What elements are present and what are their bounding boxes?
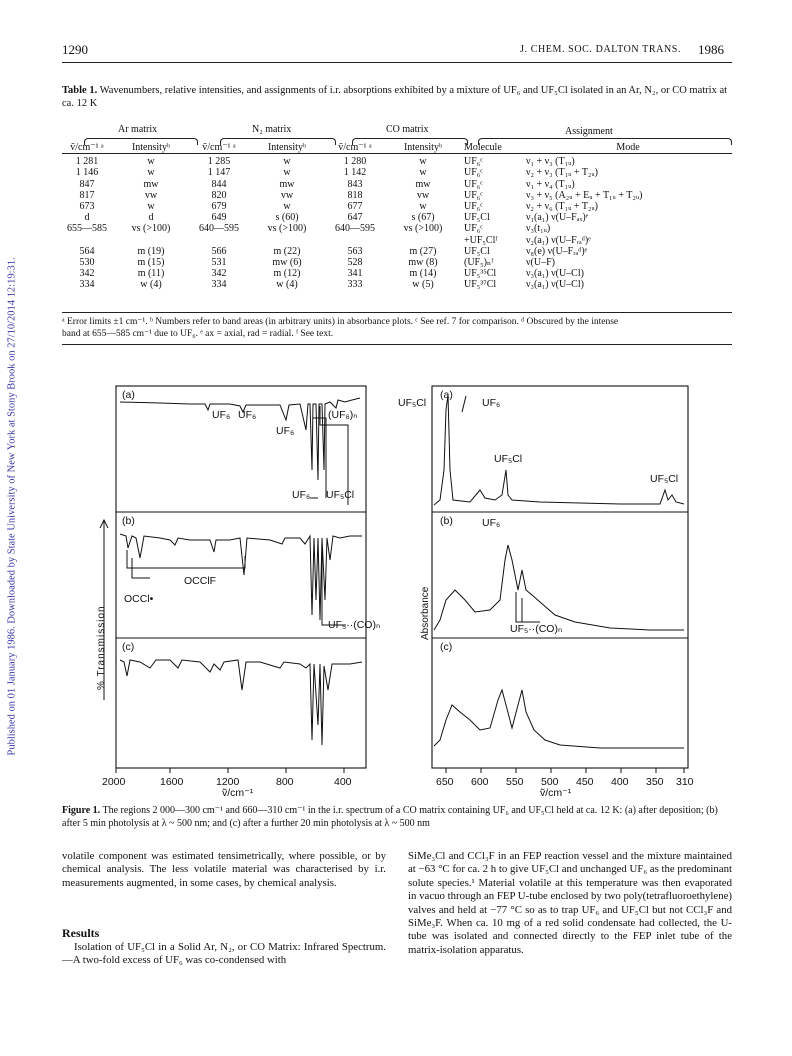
x-axis-label: ṽ/cm⁻¹ (540, 787, 572, 799)
annotation: UF₅Cl (398, 397, 427, 409)
table-cell: UF₅Cl (464, 212, 490, 224)
col-header: Mode (616, 142, 640, 153)
table-cell: ν₃(t₁ᵤ) (526, 223, 551, 235)
left-plot-frame (116, 386, 366, 768)
table-cell: 563 (347, 245, 363, 257)
table-cell: m (11) (137, 268, 165, 280)
annotation: OCCl• (124, 593, 154, 605)
table-cell: vs (>100) (267, 223, 307, 235)
table-cell: 341 (347, 268, 363, 280)
table-cell: d (148, 212, 154, 224)
group-assignment: Assignment (565, 126, 613, 137)
table-cell: 655—585 (67, 223, 107, 235)
table-cell: 342 (79, 268, 95, 280)
annotation: UF₆ (238, 409, 257, 421)
table-cell: m (12) (273, 268, 301, 280)
table-cell: d (84, 212, 90, 224)
table-cell: w (419, 156, 427, 168)
table-cell: w (147, 167, 155, 179)
table-cell: 1 280 (343, 156, 367, 168)
annotation: (UF₆)ₙ (328, 409, 358, 421)
x-tick-label: 450 (576, 776, 594, 788)
table-cell: 564 (79, 245, 95, 257)
panel-label: (c) (122, 641, 135, 653)
panel-label: (a) (122, 389, 135, 401)
table-cell: 528 (347, 257, 363, 269)
table-cell: 640—595 (335, 223, 375, 235)
body-left-para2: Isolation of UF₅Cl in a Solid Ar, N₂, or CO Matrix: Infrared Spectrum.—A two-fold excess of UF₆ was co-condensed with (62, 941, 386, 967)
col-header: Intensityᵇ (403, 142, 443, 153)
table-footnote-2: band at 655—585 cm⁻¹ due to UF₆. ᵉ ax = axial, rad = radial. ᶠ See text. (62, 329, 334, 339)
table-cell: s (67) (411, 212, 435, 224)
table-cell: m (15) (137, 257, 165, 269)
panel-label: (c) (440, 641, 453, 653)
table-cell: vs (>100) (131, 223, 171, 235)
table-cell: 333 (347, 279, 363, 291)
right-plot-frame (432, 386, 688, 768)
x-tick-label: 600 (471, 776, 489, 788)
table-cell: ν₂ + ν₃ (T₁ᵤ + T₂ᵤ) (526, 167, 599, 179)
y-axis-label-right: Absorbance (420, 586, 431, 640)
annotation: UF₆ (482, 397, 501, 409)
table-cell: UF₆ᶜ (464, 156, 483, 168)
table-cell: ν(U–F) (526, 257, 555, 269)
col-header: Intensityᵇ (267, 142, 307, 153)
annotation: UF₅Cl (494, 453, 523, 465)
table-cell: mw (8) (408, 257, 438, 269)
table-cell: m (19) (137, 245, 165, 257)
table-cell: 844 (211, 178, 227, 190)
table-cell: w (419, 167, 427, 179)
table-footnote-1: ᵃ Error limits ±1 cm⁻¹. ᵇ Numbers refer to band areas (in arbitrary units) in absorbance plots. ᶜ See ref. 7 for comparison. ᵈ Obscured by the intense (62, 317, 619, 327)
annotation: UF₅··(CO)ₙ (510, 623, 563, 635)
x-tick-label: 310 (676, 776, 694, 788)
table-cell: (UF₅)ₙᶠ (464, 257, 494, 269)
table-cell: 531 (211, 257, 227, 269)
table-cell: w (283, 156, 291, 168)
journal-year: 1986 (698, 42, 724, 57)
table-cell: m (14) (409, 268, 437, 280)
table-cell: 820 (211, 189, 227, 201)
table-cell: 679 (211, 201, 227, 213)
table-caption: Table 1. Wavenumbers, relative intensities, and assignments of i.r. absorptions exhibited by a mixture of UF₆ and UF₅Cl isolated in an Ar, N₂, or CO matrix at ca. 12 K (62, 85, 728, 109)
annotation: UF₆ (276, 425, 295, 437)
annotation: UF₆ (292, 489, 311, 501)
body-left-para1: volatile component was estimated tensimetrically, where possible, or by chemical analysis. The less volatile material was characterised by i.r. measurements augmented, in some cases, by chemical analysis. (62, 850, 386, 889)
table-cell: 847 (79, 178, 95, 190)
table-cell: UF₅³⁵Cl (464, 268, 497, 280)
table-cell: s (60) (275, 212, 299, 224)
table-cell: ν₁ + ν₃ (T₁ᵤ) (526, 156, 575, 168)
x-tick-label: 1600 (160, 776, 184, 788)
table-cell: vw (280, 189, 294, 201)
table-cell: w (283, 167, 291, 179)
table-cell: 342 (211, 268, 227, 280)
table-cell: vw (144, 189, 158, 201)
table-cell: 649 (211, 212, 227, 224)
trace-b-right (434, 545, 684, 630)
x-tick-label: 400 (611, 776, 629, 788)
table-cell: 677 (347, 201, 363, 213)
table-cell: 334 (79, 279, 95, 291)
x-tick-label: 650 (436, 776, 454, 788)
download-notice: Published on 01 January 1986. Downloaded by State University of New York at Stony Brook on 27/10/2014 12:19:31. (6, 257, 18, 756)
table-cell: mw (6) (272, 257, 302, 269)
table-cell: 1 146 (75, 167, 99, 179)
annotation: UF₅Cl (650, 473, 679, 485)
col-header: ṽ/cm⁻¹ ᵃ (202, 142, 236, 153)
y-axis-label-left: % Transmission (96, 605, 107, 690)
x-tick-label: 500 (541, 776, 559, 788)
col-header: Molecule (464, 142, 502, 153)
table-cell: ν₈(e) ν(U–Fᵣₐᵈ)ᵉ (526, 245, 588, 257)
trace-b-left (120, 534, 362, 620)
annotation: UF₅··(CO)ₙ (328, 619, 381, 631)
table-cell: 817 (79, 189, 95, 201)
table-cell: 1 142 (343, 167, 367, 179)
panel-label: (a) (440, 389, 453, 401)
table-cell: m (22) (273, 245, 301, 257)
body-right-para: SiMe₃Cl and CCl₃F in an FEP reaction vessel and the mixture maintained at −63 °C for ca. 2 h to give UF₅Cl and unchanged UF₆ as the predominant solute species.¹ Material volatile at this temperature was then evaporated in vacuo through an FEP U-tube enclosed by two poly(tetrafluoroethylene) valves and held at −77 °C so as to trap UF₆ and UF₅Cl but not CCl₃F and SiMe₃F. When ca. 10 mg of a red solid condensate had collected, the U-tube was isolated and connected directly to the FEP inlet tube of the matrix-isolation apparatus. (408, 850, 732, 956)
table-cell: vw (416, 189, 430, 201)
journal-name: J. CHEM. SOC. DALTON TRANS. (520, 44, 682, 55)
table-cell: w (147, 201, 155, 213)
table-cell: 334 (211, 279, 227, 291)
annotation: OCClF (184, 575, 217, 587)
table-cell: w (419, 201, 427, 213)
table-cell: m (27) (409, 245, 437, 257)
table-cell: w (147, 156, 155, 168)
trace-c-right (434, 690, 684, 748)
annotation: UF₆ (212, 409, 231, 421)
x-axis-label: ṽ/cm⁻¹ (222, 787, 254, 799)
table-cell: UF₆ᶜ (464, 201, 483, 213)
table-cell: ν₁(a₁) ν(U–Fₐₓ)ᵉ (526, 212, 589, 224)
table-cell: ν₃(a₁) ν(U–Cl) (526, 268, 584, 280)
section-heading: Results (62, 926, 100, 940)
col-header: ṽ/cm⁻¹ ᵃ (338, 142, 372, 153)
page-number: 1290 (62, 42, 88, 57)
table-cell: w (5) (412, 279, 434, 291)
table-cell: 818 (347, 189, 363, 201)
x-tick-label: 1200 (216, 776, 240, 788)
table-cell: UF₆ᶜ (464, 178, 483, 190)
x-tick-label: 550 (506, 776, 524, 788)
group-n2: N₂ matrix (252, 124, 292, 135)
table-cell: vs (>100) (403, 223, 443, 235)
col-header: Intensityᵇ (131, 142, 171, 153)
table-cell: ν₃ + ν₅ (A₂ᵤ + Eᵤ + T₁ᵤ + T₂ᵤ) (526, 189, 643, 201)
table-cell: w (283, 201, 291, 213)
table-cell: w (4) (140, 279, 162, 291)
x-tick-label: 350 (646, 776, 664, 788)
table-cell: ν₃(a₁) ν(U–Cl) (526, 279, 584, 291)
table-cell: w (4) (276, 279, 298, 291)
table-cell: mw (279, 178, 295, 190)
trace-c-left (120, 660, 362, 745)
table-cell: 566 (211, 245, 227, 257)
table-cell: 647 (347, 212, 363, 224)
col-header: ṽ/cm⁻¹ ᵃ (70, 142, 104, 153)
annotation: UF₆ (482, 517, 501, 529)
table-cell: UF₆ᶜ (464, 167, 483, 179)
table-cell: mw (415, 178, 431, 190)
table-cell: 1 281 (75, 156, 99, 168)
table-cell: 843 (347, 178, 363, 190)
table-cell: UF₅³⁷Cl (464, 279, 497, 291)
table-cell: 1 147 (207, 167, 231, 179)
table-cell: ν₁ + ν₄ (T₁ᵤ) (526, 178, 575, 190)
trace-a-right (434, 395, 684, 505)
table-cell: ν₂ + ν₆ (T₁ᵤ + T₂ᵤ) (526, 201, 599, 213)
figure-caption: Figure 1. The regions 2 000—300 cm⁻¹ and 660—310 cm⁻¹ in the i.r. spectrum of a CO matrix containing UF₆ and UF₅Cl held at ca. 12 K: (a) after deposition; (b) after 5 min photolysis at λ ~ 500 nm; and (c) after a further 20 min photolysis at λ ~ 500 nm (62, 805, 718, 829)
x-tick-label: 2000 (102, 776, 126, 788)
table-cell: UF₆ᶜ (464, 223, 483, 235)
x-tick-label: 400 (334, 776, 352, 788)
annotation: UF₅Cl (326, 489, 355, 501)
x-tick-label: 800 (276, 776, 294, 788)
group-co: CO matrix (386, 124, 429, 135)
table-cell: 673 (79, 201, 95, 213)
panel-label: (b) (122, 515, 135, 527)
table-cell: 1 285 (207, 156, 231, 168)
table-cell: +UF₅Clᶠ (464, 234, 498, 246)
table-cell: ν₂(a₁) ν(U–Fᵣₐᵈ)ᵉ (526, 234, 591, 246)
table-cell: 530 (79, 257, 95, 269)
table-cell: UF₆ᶜ (464, 189, 483, 201)
table-cell: mw (143, 178, 159, 190)
panel-label: (b) (440, 515, 453, 527)
table-cell: UF₅Cl (464, 245, 490, 257)
table-cell: 640—595 (199, 223, 239, 235)
group-ar: Ar matrix (118, 124, 158, 135)
